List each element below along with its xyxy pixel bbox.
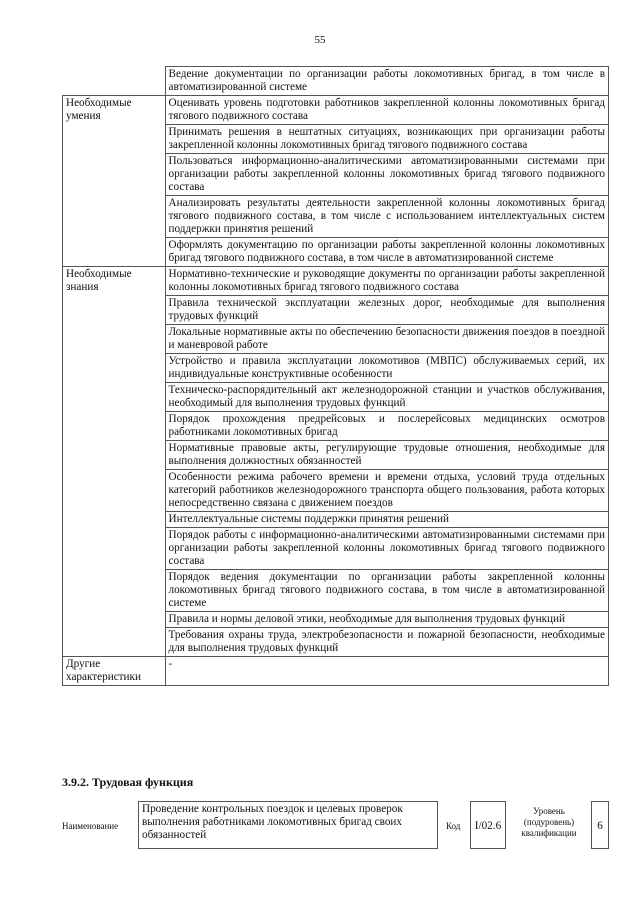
function-code-label: Код [446,821,461,831]
row-item: Нормативные правовые акты, регулирующие трудовые отношения, необходимые для выполнения должностных обязанностей [165,441,609,470]
function-name-label: Наименование [62,821,119,831]
function-name-value: Проведение контрольных поездок и целевых проверок выполнения работниками локомотивных бригад своих обязанностей [138,801,438,849]
row-item: Пользоваться информационно-аналитическими автоматизированными системами при организации работы закрепленной колонны локомотивных бригад тягового подвижного состава [165,154,609,196]
qualification-level-label: Уровень (подуровень) квалификации [521,806,577,838]
row-item: Правила и нормы деловой этики, необходимые для выполнения трудовых функций [165,612,609,628]
row-item: - [165,657,609,686]
row-item: Оценивать уровень подготовки работников закрепленной колонны локомотивных бригад тягового подвижного состава [165,96,609,125]
row-item: Правила технической эксплуатации железных дорог, необходимые для выполнения трудовых функций [165,296,609,325]
row-item: Порядок прохождения предрейсовых и послерейсовых медицинских осмотров работниками локомотивных бригад [165,412,609,441]
row-item: Нормативно-технические и руководящие документы по организации работы закрепленной колонны локомотивных бригад тягового подвижного состава [165,267,609,296]
row-item: Ведение документации по организации работы локомотивных бригад, в том числе в автоматизированной системе [165,67,609,96]
row-item: Особенности режима рабочего времени и времени отдыха, условий труда отдельных категорий работников железнодорожного транспорта общего пользования, работа которых непосредственно связана с движением поездов [165,470,609,512]
row-item: Порядок ведения документации по организации работы закрепленной колонны локомотивных бригад тягового подвижного состава, в том числе в автоматизированной системе [165,570,609,612]
row-item: Принимать решения в нештатных ситуациях, возникающих при организации работы закрепленной колонны локомотивных бригад тягового подвижного состава [165,125,609,154]
row-label: Необходимые знания [63,267,166,657]
row-label [63,67,166,96]
row-item: Анализировать результаты деятельности закрепленной колонны локомотивных бригад тягового подвижного состава, в том числе с использованием интеллектуальных систем поддержки принятия решений [165,196,609,238]
row-item: Требования охраны труда, электробезопасности и пожарной безопасности, необходимые для выполнения трудовых функций [165,628,609,657]
row-item: Локальные нормативные акты по обеспечению безопасности движения поездов в поездной и маневровой работе [165,325,609,354]
requirements-table [62,66,609,686]
row-item: Порядок работы с информационно-аналитическими автоматизированными системами при организации работы закрепленной колонны локомотивных бригад тягового подвижного состава [165,528,609,570]
table-row [63,267,609,296]
section-title: 3.9.2. Трудовая функция [62,775,194,789]
qualification-level-value: 6 [591,801,609,849]
table-row [63,67,609,96]
requirements-table-body [63,67,609,686]
table-row [63,96,609,125]
row-item: Устройство и правила эксплуатации локомотивов (МВПС) обслуживаемых серий, их индивидуальные конструктивные особенности [165,354,609,383]
row-item: Интеллектуальные системы поддержки принятия решений [165,512,609,528]
row-label: Другие характеристики [63,657,166,686]
page-number: 55 [314,34,326,46]
function-code-value: I/02.6 [470,801,506,849]
row-item: Оформлять документацию по организации работы закрепленной колонны локомотивных бригад тягового подвижного состава, в том числе в автоматизированной системе [165,238,609,267]
table-row [63,657,609,686]
row-label: Необходимые умения [63,96,166,267]
row-item: Техническо-распорядительный акт железнодорожной станции и участков обслуживания, необходимый для выполнения трудовых функций [165,383,609,412]
